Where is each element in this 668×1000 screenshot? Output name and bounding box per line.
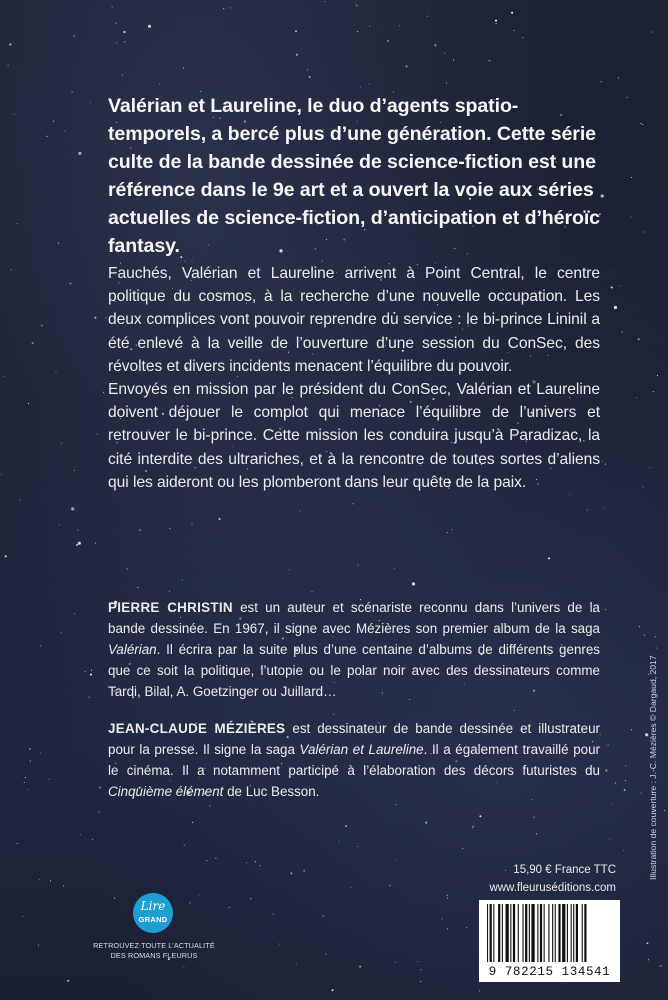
star bbox=[299, 510, 300, 511]
star bbox=[630, 216, 631, 217]
star bbox=[260, 865, 261, 866]
synopsis-paragraph-2: Envoyés en mission par le président du ConSec, Valérian et Laureline doivent déjouer le complot qui menace l’équilibre de l’univers et retrouver le bi-prince. Cette mission les conduira jusqu’à Paradizac, la cité interdite des ultrariches, et à la rencontre de toutes sortes d’aliens qui les aideront ou les plomberont dans leur quête de la paix. bbox=[108, 381, 600, 491]
star bbox=[602, 461, 603, 462]
star bbox=[115, 23, 116, 24]
star bbox=[183, 68, 184, 69]
barcode-bar bbox=[510, 904, 511, 962]
star bbox=[615, 782, 616, 783]
star bbox=[58, 243, 59, 244]
star bbox=[71, 507, 74, 510]
star bbox=[90, 102, 91, 103]
star bbox=[462, 848, 463, 849]
star bbox=[420, 969, 421, 970]
star bbox=[74, 36, 75, 37]
star bbox=[96, 434, 97, 435]
star bbox=[605, 770, 607, 772]
author-name: PIERRE CHRISTIN bbox=[108, 600, 233, 615]
star bbox=[63, 885, 64, 886]
star bbox=[569, 494, 570, 495]
barcode-bar bbox=[529, 904, 530, 962]
star bbox=[39, 879, 40, 880]
star bbox=[324, 1, 325, 2]
star bbox=[369, 26, 370, 27]
star bbox=[124, 31, 126, 33]
star bbox=[495, 20, 497, 22]
star bbox=[17, 843, 18, 844]
star bbox=[49, 779, 50, 780]
intro-text: Valérian et Laureline, le duo d’agents spatio-temporels, a bercé plus d’une génération. Cette série culte de la bande dessinée de science-fiction est une référence dans le 9e art et a ouvert la voie aux séries actuelles de science-fiction, d’anticipation et d’héroïc fantasy. bbox=[108, 95, 600, 257]
star bbox=[28, 403, 29, 404]
star bbox=[420, 981, 421, 982]
series-title: Valérian et Laureline bbox=[299, 742, 424, 757]
star bbox=[124, 41, 125, 42]
barcode-bar bbox=[540, 904, 542, 962]
star bbox=[358, 564, 359, 565]
star bbox=[636, 397, 637, 398]
star bbox=[32, 342, 34, 344]
star bbox=[5, 555, 7, 557]
star bbox=[79, 543, 80, 544]
star bbox=[387, 40, 389, 42]
star bbox=[631, 177, 632, 178]
star bbox=[627, 97, 628, 98]
series-title: Valérian bbox=[108, 642, 157, 657]
star bbox=[605, 609, 606, 610]
star bbox=[425, 822, 427, 824]
author-bio-christin bbox=[108, 597, 600, 702]
star bbox=[114, 898, 115, 899]
star bbox=[28, 789, 29, 790]
star bbox=[148, 25, 151, 28]
star bbox=[250, 898, 251, 899]
barcode-bar bbox=[548, 904, 549, 962]
intro-paragraph bbox=[108, 92, 600, 260]
star bbox=[85, 671, 86, 672]
star bbox=[453, 60, 454, 61]
barcode-bar bbox=[582, 904, 583, 962]
star bbox=[389, 885, 390, 886]
barcode-bar bbox=[567, 904, 568, 962]
star bbox=[24, 782, 25, 783]
star bbox=[219, 518, 221, 520]
star bbox=[351, 887, 352, 888]
star bbox=[206, 860, 207, 861]
star bbox=[29, 748, 31, 750]
star bbox=[511, 12, 513, 14]
lire-en-grand-logo bbox=[133, 893, 173, 933]
isbn-barcode bbox=[479, 900, 620, 982]
illustration-credit: Illustration de couverture : J.-C. Mézières © Dargaud, 2017 bbox=[648, 655, 658, 880]
star bbox=[536, 833, 537, 834]
star bbox=[99, 811, 100, 812]
star bbox=[473, 826, 474, 827]
star bbox=[406, 65, 408, 67]
star bbox=[447, 898, 448, 899]
star bbox=[30, 761, 31, 762]
star bbox=[472, 827, 473, 828]
star bbox=[357, 31, 358, 32]
star bbox=[369, 84, 370, 85]
star bbox=[479, 815, 481, 817]
star bbox=[360, 87, 361, 88]
star bbox=[122, 74, 123, 75]
star bbox=[64, 130, 65, 131]
star bbox=[357, 846, 358, 847]
barcode-bars bbox=[479, 902, 620, 968]
star bbox=[91, 670, 92, 671]
star bbox=[184, 845, 185, 846]
star bbox=[412, 582, 415, 585]
star bbox=[14, 114, 15, 115]
star bbox=[103, 392, 104, 393]
star bbox=[639, 626, 640, 627]
star bbox=[94, 317, 96, 319]
star bbox=[67, 980, 69, 982]
barcode-bar bbox=[498, 904, 500, 962]
star bbox=[3, 376, 4, 377]
barcode-bar bbox=[537, 904, 538, 962]
star bbox=[345, 825, 347, 827]
star bbox=[169, 528, 170, 529]
star bbox=[215, 858, 216, 859]
star bbox=[441, 918, 442, 919]
star bbox=[40, 752, 41, 753]
star bbox=[279, 944, 280, 945]
star bbox=[246, 862, 247, 863]
star bbox=[641, 793, 642, 794]
star bbox=[183, 967, 184, 968]
star bbox=[70, 283, 72, 285]
star bbox=[619, 286, 620, 287]
star bbox=[649, 467, 650, 468]
star bbox=[230, 7, 231, 8]
barcode-bar bbox=[562, 904, 565, 962]
star bbox=[11, 269, 12, 270]
star bbox=[90, 674, 92, 676]
star bbox=[61, 443, 62, 444]
barcode-bar bbox=[576, 904, 578, 962]
barcode-bar bbox=[506, 904, 509, 962]
star bbox=[612, 804, 613, 805]
star bbox=[116, 42, 117, 43]
star bbox=[273, 914, 274, 915]
barcode-bar bbox=[555, 904, 556, 962]
logo-caption-line-2: DES ROMANS FLEURUS bbox=[110, 951, 198, 960]
star bbox=[74, 613, 75, 614]
star bbox=[625, 780, 626, 781]
author-bio-mezieres bbox=[108, 718, 600, 802]
barcode-bar bbox=[493, 904, 494, 962]
star bbox=[46, 136, 47, 137]
synopsis bbox=[108, 262, 600, 494]
star bbox=[223, 8, 224, 9]
star bbox=[664, 810, 665, 811]
price: 15,90 € France TTC bbox=[513, 864, 616, 876]
star bbox=[395, 804, 396, 805]
star bbox=[50, 880, 51, 881]
publisher-website: www.fleuruséditions.com bbox=[489, 882, 616, 894]
star bbox=[505, 870, 506, 871]
star bbox=[38, 945, 39, 946]
star bbox=[182, 580, 183, 581]
star bbox=[603, 508, 604, 509]
star bbox=[80, 834, 81, 835]
star bbox=[332, 989, 334, 991]
star bbox=[25, 777, 26, 778]
star bbox=[169, 591, 170, 592]
star bbox=[53, 121, 54, 122]
star bbox=[655, 636, 656, 637]
star bbox=[522, 37, 523, 38]
star bbox=[22, 916, 23, 917]
star bbox=[653, 391, 654, 392]
star bbox=[359, 966, 361, 968]
star bbox=[137, 587, 138, 588]
star bbox=[8, 65, 9, 66]
star bbox=[642, 124, 643, 125]
star bbox=[644, 231, 645, 232]
star bbox=[395, 962, 396, 963]
star bbox=[444, 53, 445, 54]
barcode-bar bbox=[571, 904, 572, 962]
star bbox=[55, 371, 56, 372]
star bbox=[127, 568, 128, 569]
star bbox=[323, 916, 324, 917]
star bbox=[466, 927, 467, 928]
star bbox=[309, 76, 311, 78]
star bbox=[339, 841, 340, 842]
star bbox=[601, 194, 604, 197]
barcode-bar bbox=[513, 904, 515, 962]
star bbox=[229, 907, 230, 908]
star bbox=[610, 271, 611, 272]
star bbox=[76, 544, 78, 546]
star bbox=[290, 872, 292, 874]
star bbox=[479, 990, 480, 991]
star bbox=[95, 543, 96, 544]
star bbox=[427, 16, 428, 17]
star bbox=[534, 817, 535, 818]
barcode-bar bbox=[544, 904, 545, 962]
synopsis-paragraph-1: Fauchés, Valérian et Laureline arrivent à Point Central, le centre politique du cosmos, à la recherche d’une nouvelle occupation. Les deux complices vont pouvoir reprendre du service : le bi-prince Lininil a été enlevé à la veille de l’ouverture d’une session du ConSec, des révoltes et divers incidents menacent l’équilibre du pouvoir. bbox=[108, 265, 600, 375]
star bbox=[643, 486, 644, 487]
bio-text: de Luc Besson. bbox=[223, 784, 320, 799]
star bbox=[139, 529, 141, 531]
star bbox=[72, 91, 73, 92]
film-title: Cinquième élément bbox=[108, 784, 224, 799]
star bbox=[353, 503, 354, 504]
barcode-digits: 9 782215 134541 bbox=[488, 965, 611, 979]
star bbox=[77, 530, 78, 531]
barcode-bar bbox=[523, 904, 524, 962]
star bbox=[514, 710, 515, 711]
star bbox=[601, 81, 602, 82]
barcode-bar bbox=[531, 904, 534, 962]
barcode-bar bbox=[584, 904, 586, 962]
barcode-bar bbox=[502, 904, 503, 962]
barcode-bar bbox=[552, 904, 553, 962]
star bbox=[622, 332, 623, 333]
barcode-bar bbox=[558, 904, 560, 962]
star bbox=[447, 895, 448, 896]
barcode-bar bbox=[573, 904, 574, 962]
barcode-bar bbox=[525, 904, 527, 962]
star bbox=[296, 964, 297, 965]
star bbox=[191, 524, 192, 525]
star bbox=[548, 557, 550, 559]
star bbox=[41, 325, 42, 326]
star bbox=[609, 839, 610, 840]
star bbox=[61, 632, 62, 633]
star bbox=[651, 32, 652, 33]
logo-grand-text: GRAND bbox=[138, 915, 168, 924]
star bbox=[295, 30, 297, 32]
star bbox=[333, 714, 334, 715]
barcode-bar bbox=[487, 904, 488, 962]
star bbox=[255, 861, 256, 862]
star bbox=[209, 805, 210, 806]
star bbox=[644, 635, 645, 636]
barcode-bar bbox=[490, 904, 492, 962]
star bbox=[296, 54, 298, 56]
star bbox=[20, 500, 21, 501]
star bbox=[307, 69, 308, 70]
star bbox=[112, 7, 113, 8]
star bbox=[399, 25, 400, 26]
bio-text: . Il a également travaillé pour le cinéma. Il a notamment participé à l’élaboration des décors futuristes du bbox=[108, 742, 600, 778]
star bbox=[625, 765, 626, 766]
star bbox=[303, 870, 305, 872]
star bbox=[657, 375, 658, 376]
star bbox=[587, 510, 588, 511]
barcode-bar bbox=[518, 904, 519, 962]
star bbox=[74, 470, 75, 471]
star bbox=[59, 524, 60, 525]
star bbox=[608, 745, 609, 746]
star bbox=[105, 317, 106, 318]
star bbox=[325, 954, 326, 955]
star bbox=[648, 959, 649, 960]
star bbox=[99, 787, 101, 789]
author-name: JEAN-CLAUDE MÉZIÈRES bbox=[108, 721, 286, 736]
star bbox=[311, 591, 312, 592]
star bbox=[496, 23, 497, 24]
star bbox=[9, 44, 11, 46]
logo-lire-text: Lire bbox=[140, 899, 166, 913]
bio-text: est un auteur et scénariste reconnu dans l’univers de la bande dessinée. En 1967, il signe avec Mézières son premier album de la saga bbox=[108, 600, 600, 636]
star bbox=[624, 789, 626, 791]
star bbox=[356, 4, 358, 6]
star bbox=[660, 965, 662, 967]
star bbox=[78, 152, 81, 155]
star bbox=[447, 928, 448, 929]
bio-text: est dessinateur de bande dessinée et illustrateur pour la presse. Il signe la saga bbox=[108, 721, 600, 757]
star bbox=[198, 894, 199, 895]
star bbox=[88, 697, 89, 698]
star bbox=[159, 84, 160, 85]
star bbox=[446, 82, 447, 83]
star bbox=[605, 464, 606, 465]
star bbox=[656, 648, 657, 649]
star bbox=[434, 44, 436, 46]
star bbox=[631, 729, 632, 730]
star bbox=[394, 568, 395, 569]
star bbox=[451, 529, 452, 530]
star bbox=[614, 306, 617, 309]
star bbox=[618, 77, 619, 78]
star bbox=[638, 338, 640, 340]
star bbox=[189, 902, 190, 903]
star bbox=[417, 961, 418, 962]
star bbox=[646, 942, 648, 944]
star bbox=[447, 532, 448, 533]
logo-caption bbox=[93, 941, 215, 961]
star bbox=[640, 123, 641, 124]
star bbox=[623, 850, 624, 851]
star bbox=[513, 30, 514, 31]
star bbox=[289, 569, 290, 570]
star bbox=[395, 859, 396, 860]
star bbox=[192, 822, 193, 823]
star bbox=[489, 60, 491, 62]
logo-caption-line-1: RETROUVEZ TOUTE L’ACTUALITÉ bbox=[93, 941, 215, 950]
star bbox=[40, 645, 41, 646]
star bbox=[611, 287, 613, 289]
star bbox=[17, 223, 18, 224]
bio-text: . Il écrira par la suite plus d’une centaine d’albums de différents genres que ce soit la politique, l’utopie ou le polar noir avec des dessinateurs comme Tardi, Bilal, A. Goetzinger ou Juillard… bbox=[108, 642, 600, 699]
star bbox=[92, 839, 93, 840]
star bbox=[1, 474, 2, 475]
